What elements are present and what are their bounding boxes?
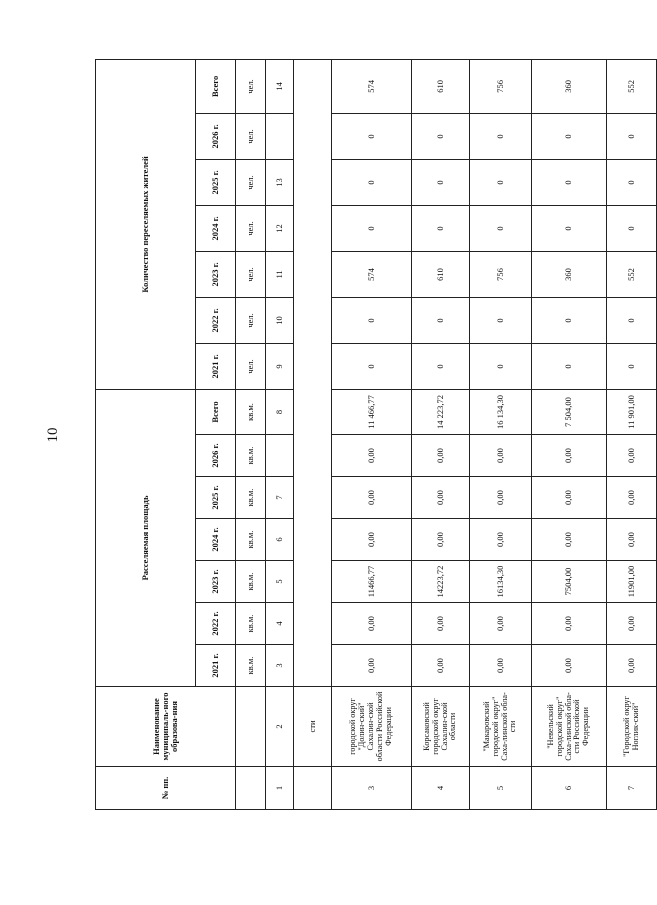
area-cell: 14223,72: [412, 561, 470, 603]
section-row: [294, 59, 332, 809]
area-cell: 7 504,00: [532, 389, 607, 434]
area-cell: 11466,77: [332, 561, 412, 603]
area-cell: 0,00: [607, 645, 657, 687]
unit-people-2: чел.: [236, 251, 266, 297]
table-row: [470, 59, 532, 809]
area-cell: 0,00: [470, 645, 532, 687]
column-number-8: 8: [266, 389, 294, 434]
area-cell: 0,00: [532, 477, 607, 519]
unit-people-3: чел.: [236, 205, 266, 251]
people-cell: 360: [532, 251, 607, 297]
people-cell: 0: [532, 297, 607, 343]
header-year-people-3: 2024 г.: [196, 205, 236, 251]
people-cell: 0: [607, 343, 657, 389]
area-cell: 0,00: [532, 645, 607, 687]
row-number: 5: [470, 767, 532, 810]
area-cell: 0,00: [412, 477, 470, 519]
column-number-12: 12: [266, 205, 294, 251]
people-cell: 0: [470, 113, 532, 159]
area-cell: 0,00: [412, 645, 470, 687]
table-row: [412, 59, 470, 809]
municipality-name: городской округ "Долин-ский" Сахалин-ской области Российской Федерации: [332, 687, 412, 767]
municipality-name: "Макаровский городской округ" Саха-линской обла-сти: [470, 687, 532, 767]
people-cell: 0: [532, 159, 607, 205]
table-row: [532, 59, 607, 809]
column-number-7: [266, 435, 294, 477]
area-cell: 0,00: [470, 519, 532, 561]
row-number: 7: [607, 767, 657, 810]
area-cell: 0,00: [532, 519, 607, 561]
table-row: [607, 59, 657, 809]
unit-people-0: чел.: [236, 343, 266, 389]
people-cell: 0: [332, 343, 412, 389]
row-number: 3: [332, 767, 412, 810]
header-year-people-6: Всего: [196, 59, 236, 113]
header-year-people-5: 2026 г.: [196, 113, 236, 159]
column-number-4: 5: [266, 561, 294, 603]
people-cell: 0: [412, 297, 470, 343]
column-number-10: 10: [266, 297, 294, 343]
people-cell: 0: [412, 159, 470, 205]
column-numbers-row: [266, 59, 294, 809]
people-cell: 0: [332, 113, 412, 159]
people-cell: 0: [532, 343, 607, 389]
unit-area-2: кв.м.: [236, 561, 266, 603]
municipality-name: Корсаковский городской округ Сахалин-ской области: [412, 687, 470, 767]
column-number-0: 1: [266, 767, 294, 810]
area-cell: 0,00: [607, 477, 657, 519]
column-number-13: 13: [266, 159, 294, 205]
people-cell: 0: [332, 205, 412, 251]
unit-area-5: кв.м.: [236, 435, 266, 477]
column-number-2: 3: [266, 645, 294, 687]
people-cell: 756: [470, 59, 532, 113]
area-cell: 0,00: [470, 435, 532, 477]
people-cell: 0: [470, 343, 532, 389]
area-cell: 0,00: [470, 477, 532, 519]
section-fragment-cell: сти: [294, 687, 332, 767]
area-cell: 0,00: [332, 519, 412, 561]
people-cell: 0: [412, 113, 470, 159]
header-year-area-4: 2025 г.: [196, 477, 236, 519]
people-cell: 552: [607, 59, 657, 113]
area-cell: 16134,30: [470, 561, 532, 603]
column-number-14: [266, 113, 294, 159]
header-year-people-0: 2021 г.: [196, 343, 236, 389]
header-people-group: Количество переселяемых жителей: [96, 59, 196, 389]
section-no-cell: [294, 767, 332, 810]
unit-area-1: кв.м.: [236, 603, 266, 645]
header-year-people-4: 2025 г.: [196, 159, 236, 205]
area-cell: 0,00: [412, 519, 470, 561]
unit-area-0: кв.м.: [236, 645, 266, 687]
column-number-3: 4: [266, 603, 294, 645]
header-year-area-2: 2023 г.: [196, 561, 236, 603]
people-cell: 0: [607, 159, 657, 205]
area-cell: 0,00: [532, 435, 607, 477]
header-year-people-1: 2022 г.: [196, 297, 236, 343]
area-cell: 0,00: [607, 519, 657, 561]
area-cell: 0,00: [470, 603, 532, 645]
people-cell: 574: [332, 59, 412, 113]
header-year-area-3: 2024 г.: [196, 519, 236, 561]
people-cell: 360: [532, 59, 607, 113]
column-number-11: 11: [266, 251, 294, 297]
people-cell: 610: [412, 251, 470, 297]
people-cell: 0: [532, 205, 607, 251]
people-cell: 0: [607, 297, 657, 343]
unit-area-3: кв.м.: [236, 519, 266, 561]
people-cell: 0: [332, 297, 412, 343]
column-number-6: 7: [266, 477, 294, 519]
area-cell: 0,00: [607, 603, 657, 645]
people-cell: 0: [412, 205, 470, 251]
column-number-5: 6: [266, 519, 294, 561]
row-number: 6: [532, 767, 607, 810]
unit-area-4: кв.м.: [236, 477, 266, 519]
people-cell: 0: [470, 159, 532, 205]
column-number-15: 14: [266, 59, 294, 113]
header-year-area-5: 2026 г.: [196, 435, 236, 477]
area-cell: 16 134,30: [470, 389, 532, 434]
area-cell: 0,00: [532, 603, 607, 645]
resettlement-table: [95, 59, 657, 810]
municipality-name: "Невельский городской округ" Саха-линской обла-сти Российской Федерации: [532, 687, 607, 767]
header-year-area-1: 2022 г.: [196, 603, 236, 645]
header-units-row: [236, 59, 266, 809]
people-cell: 0: [412, 343, 470, 389]
table-row: [332, 59, 412, 809]
header-year-area-6: Всего: [196, 389, 236, 434]
people-cell: 0: [607, 113, 657, 159]
unit-people-6: чел.: [236, 59, 266, 113]
area-cell: 14 223,72: [412, 389, 470, 434]
area-cell: 11 466,77: [332, 389, 412, 434]
page-number: 10: [45, 427, 61, 443]
area-cell: 0,00: [412, 435, 470, 477]
area-cell: 0,00: [412, 603, 470, 645]
unit-people-5: чел.: [236, 113, 266, 159]
area-cell: 0,00: [332, 477, 412, 519]
people-cell: 0: [532, 113, 607, 159]
people-cell: 0: [470, 297, 532, 343]
header-year-area-0: 2021 г.: [196, 645, 236, 687]
municipality-name: "Городской округ Ноглик-ский": [607, 687, 657, 767]
row-number: 4: [412, 767, 470, 810]
people-cell: 0: [607, 205, 657, 251]
header-no: № пп.: [96, 767, 236, 810]
area-cell: 0,00: [332, 603, 412, 645]
people-cell: 552: [607, 251, 657, 297]
area-cell: 11901,00: [607, 561, 657, 603]
area-cell: 0,00: [332, 435, 412, 477]
people-cell: 0: [332, 159, 412, 205]
people-cell: 610: [412, 59, 470, 113]
column-number-9: 9: [266, 343, 294, 389]
people-cell: 0: [470, 205, 532, 251]
table-body: [294, 59, 657, 809]
header-year-people-2: 2023 г.: [196, 251, 236, 297]
area-cell: 7504,00: [532, 561, 607, 603]
rotated-table-container: [95, 60, 640, 810]
unit-people-1: чел.: [236, 297, 266, 343]
header-area-group: Расселяемая площадь: [96, 389, 196, 686]
area-cell: 0,00: [332, 645, 412, 687]
header-name: Наименование муниципаль-ного образова-ния: [96, 687, 236, 767]
area-cell: 0,00: [607, 435, 657, 477]
unit-area-6: кв.м.: [236, 389, 266, 434]
unit-empty-name: [236, 687, 266, 767]
column-number-1: 2: [266, 687, 294, 767]
people-cell: 574: [332, 251, 412, 297]
people-cell: 756: [470, 251, 532, 297]
unit-people-4: чел.: [236, 159, 266, 205]
area-cell: 11 901,00: [607, 389, 657, 434]
section-empty-cell: [294, 59, 332, 686]
unit-empty-no: [236, 767, 266, 810]
